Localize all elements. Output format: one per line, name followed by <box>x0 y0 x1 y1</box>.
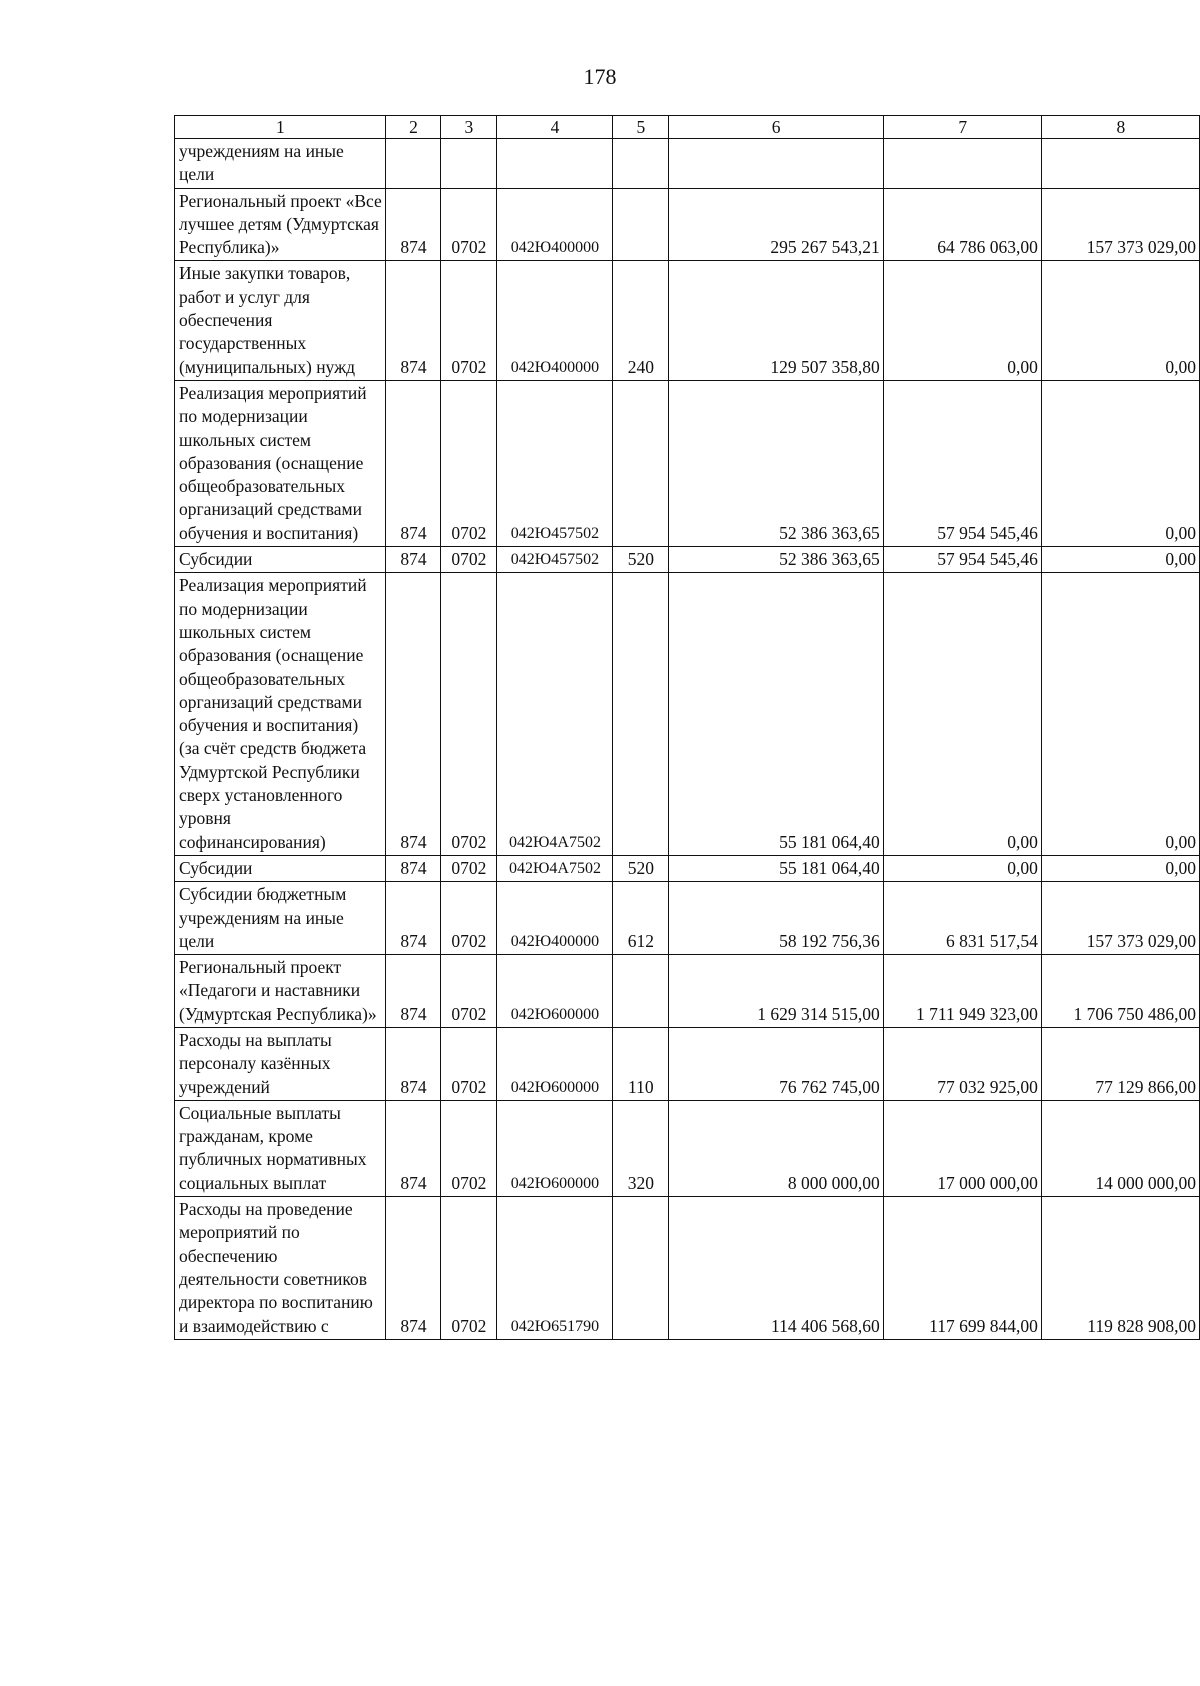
table-row <box>175 855 1200 881</box>
amount-col8-cell: 0,00 <box>1041 380 1199 546</box>
amount-col6-cell: 8 000 000,00 <box>668 1100 883 1196</box>
section-code-cell: 0702 <box>441 1027 497 1100</box>
target-article-cell <box>496 139 612 189</box>
section-code-cell: 0702 <box>441 380 497 546</box>
target-article-cell: 042Ю457502 <box>496 547 612 573</box>
amount-col8-cell: 157 373 029,00 <box>1041 188 1199 261</box>
chapter-code-cell: 874 <box>385 547 440 573</box>
row-name-cell: Субсидии <box>175 855 386 881</box>
amount-col8-cell: 119 828 908,00 <box>1041 1197 1199 1340</box>
header-cell-3: 3 <box>441 116 497 139</box>
expense-type-cell <box>613 955 668 1028</box>
section-code-cell <box>441 139 497 189</box>
expense-type-cell: 240 <box>613 261 668 380</box>
header-cell-7: 7 <box>883 116 1041 139</box>
target-article-cell: 042Ю600000 <box>496 1027 612 1100</box>
target-article-cell: 042Ю4А7502 <box>496 855 612 881</box>
row-name-cell: Субсидии бюджетным учреждениям на иные цели <box>175 882 386 955</box>
header-cell-1: 1 <box>175 116 386 139</box>
section-code-cell: 0702 <box>441 1100 497 1196</box>
row-name-cell: Расходы на проведение мероприятий по обеспечению деятельности советников директора по воспитанию и взаимодействию с <box>175 1197 386 1340</box>
section-code-cell: 0702 <box>441 573 497 856</box>
chapter-code-cell: 874 <box>385 573 440 856</box>
amount-col8-cell: 0,00 <box>1041 573 1199 856</box>
target-article-cell: 042Ю651790 <box>496 1197 612 1340</box>
amount-col6-cell: 52 386 363,65 <box>668 547 883 573</box>
row-name-cell: Реализация мероприятий по модернизации школьных систем образования (оснащение общеобразовательных организаций средствами обучения и воспитания) <box>175 380 386 546</box>
amount-col7-cell: 57 954 545,46 <box>883 380 1041 546</box>
amount-col7-cell: 17 000 000,00 <box>883 1100 1041 1196</box>
table-row <box>175 139 1200 189</box>
row-name-cell: Региональный проект «Педагоги и наставники (Удмуртская Республика)» <box>175 955 386 1028</box>
amount-col7-cell <box>883 139 1041 189</box>
amount-col7-cell: 64 786 063,00 <box>883 188 1041 261</box>
target-article-cell: 042Ю400000 <box>496 882 612 955</box>
table-row <box>175 573 1200 856</box>
expense-type-cell <box>613 1197 668 1340</box>
target-article-cell: 042Ю4А7502 <box>496 573 612 856</box>
target-article-cell: 042Ю400000 <box>496 188 612 261</box>
section-code-cell: 0702 <box>441 955 497 1028</box>
row-name-cell: Субсидии <box>175 547 386 573</box>
amount-col6-cell: 295 267 543,21 <box>668 188 883 261</box>
amount-col7-cell: 1 711 949 323,00 <box>883 955 1041 1028</box>
table-row <box>175 1197 1200 1340</box>
amount-col7-cell: 77 032 925,00 <box>883 1027 1041 1100</box>
table-row <box>175 261 1200 380</box>
expense-type-cell <box>613 188 668 261</box>
section-code-cell: 0702 <box>441 855 497 881</box>
target-article-cell: 042Ю400000 <box>496 261 612 380</box>
target-article-cell: 042Ю457502 <box>496 380 612 546</box>
header-cell-4: 4 <box>496 116 612 139</box>
amount-col6-cell: 114 406 568,60 <box>668 1197 883 1340</box>
header-cell-8: 8 <box>1041 116 1199 139</box>
row-name-cell: Социальные выплаты гражданам, кроме публичных нормативных социальных выплат <box>175 1100 386 1196</box>
chapter-code-cell: 874 <box>385 882 440 955</box>
chapter-code-cell: 874 <box>385 380 440 546</box>
expense-type-cell: 520 <box>613 547 668 573</box>
amount-col8-cell: 157 373 029,00 <box>1041 882 1199 955</box>
section-code-cell: 0702 <box>441 882 497 955</box>
expense-type-cell: 110 <box>613 1027 668 1100</box>
amount-col6-cell <box>668 139 883 189</box>
amount-col8-cell: 0,00 <box>1041 547 1199 573</box>
header-cell-5: 5 <box>613 116 668 139</box>
row-name-cell: Реализация мероприятий по модернизации школьных систем образования (оснащение общеобразовательных организаций средствами обучения и воспитания) (за счёт средств бюджета Удмуртской Республики сверх установленного уровня софинансирования) <box>175 573 386 856</box>
section-code-cell: 0702 <box>441 261 497 380</box>
table-row <box>175 188 1200 261</box>
amount-col7-cell: 57 954 545,46 <box>883 547 1041 573</box>
amount-col6-cell: 55 181 064,40 <box>668 573 883 856</box>
table-row <box>175 380 1200 546</box>
expense-type-cell: 320 <box>613 1100 668 1196</box>
amount-col6-cell: 129 507 358,80 <box>668 261 883 380</box>
amount-col6-cell: 58 192 756,36 <box>668 882 883 955</box>
chapter-code-cell: 874 <box>385 1027 440 1100</box>
budget-table <box>174 115 1200 1340</box>
expense-type-cell <box>613 139 668 189</box>
amount-col8-cell: 0,00 <box>1041 855 1199 881</box>
target-article-cell: 042Ю600000 <box>496 1100 612 1196</box>
section-code-cell: 0702 <box>441 547 497 573</box>
table-row <box>175 882 1200 955</box>
header-cell-2: 2 <box>385 116 440 139</box>
amount-col7-cell: 117 699 844,00 <box>883 1197 1041 1340</box>
amount-col6-cell: 1 629 314 515,00 <box>668 955 883 1028</box>
amount-col7-cell: 6 831 517,54 <box>883 882 1041 955</box>
chapter-code-cell <box>385 139 440 189</box>
chapter-code-cell: 874 <box>385 1197 440 1340</box>
row-name-cell: Расходы на выплаты персоналу казённых учреждений <box>175 1027 386 1100</box>
expense-type-cell: 520 <box>613 855 668 881</box>
amount-col6-cell: 52 386 363,65 <box>668 380 883 546</box>
header-row <box>175 116 1200 139</box>
header-cell-6: 6 <box>668 116 883 139</box>
section-code-cell: 0702 <box>441 188 497 261</box>
amount-col8-cell: 1 706 750 486,00 <box>1041 955 1199 1028</box>
chapter-code-cell: 874 <box>385 188 440 261</box>
amount-col6-cell: 76 762 745,00 <box>668 1027 883 1100</box>
amount-col8-cell: 0,00 <box>1041 261 1199 380</box>
row-name-cell: Иные закупки товаров, работ и услуг для обеспечения государственных (муниципальных) нужд <box>175 261 386 380</box>
section-code-cell: 0702 <box>441 1197 497 1340</box>
chapter-code-cell: 874 <box>385 261 440 380</box>
amount-col7-cell: 0,00 <box>883 573 1041 856</box>
row-name-cell: учреждениям на иные цели <box>175 139 386 189</box>
row-name-cell: Региональный проект «Все лучшее детям (Удмуртская Республика)» <box>175 188 386 261</box>
amount-col8-cell <box>1041 139 1199 189</box>
page-number: 178 <box>583 64 617 89</box>
amount-col8-cell: 14 000 000,00 <box>1041 1100 1199 1196</box>
table-row <box>175 1027 1200 1100</box>
table-row <box>175 955 1200 1028</box>
amount-col8-cell: 77 129 866,00 <box>1041 1027 1199 1100</box>
chapter-code-cell: 874 <box>385 1100 440 1196</box>
chapter-code-cell: 874 <box>385 855 440 881</box>
expense-type-cell: 612 <box>613 882 668 955</box>
chapter-code-cell: 874 <box>385 955 440 1028</box>
table-row <box>175 547 1200 573</box>
amount-col7-cell: 0,00 <box>883 855 1041 881</box>
expense-type-cell <box>613 380 668 546</box>
table-row <box>175 1100 1200 1196</box>
amount-col7-cell: 0,00 <box>883 261 1041 380</box>
target-article-cell: 042Ю600000 <box>496 955 612 1028</box>
amount-col6-cell: 55 181 064,40 <box>668 855 883 881</box>
expense-type-cell <box>613 573 668 856</box>
